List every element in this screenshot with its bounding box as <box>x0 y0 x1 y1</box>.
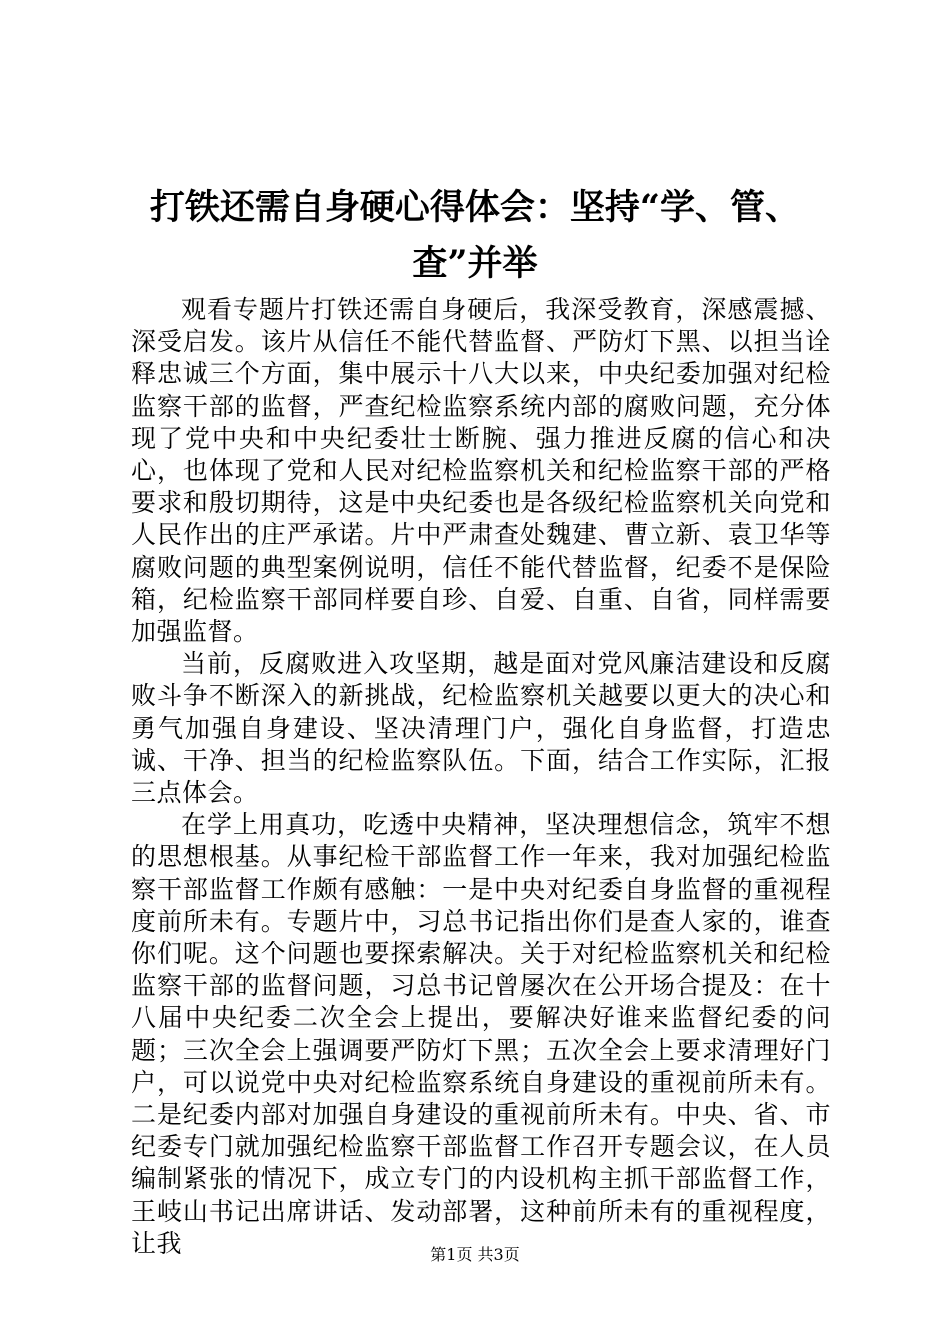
paragraph-1: 观看专题片打铁还需自身硬后，我深受教育，深感震撼、深受启发。该片从信任不能代替监督、严防灯下黑、以担当诠释忠诚三个方面，集中展示十八大以来，中央纪委加强对纪检监察干部的监督，严查纪检监察系统内部的腐败问题，充分体现了党中央和中央纪委壮士断腕、强力推进反腐的信心和决心，也体现了党和人民对纪检监察机关和纪检监察干部的严格要求和殷切期待，这是中央纪委也是各级纪检监察机关向党和人民作出的庄严承诺。片中严肃查处魏建、曹立新、袁卫华等腐败问题的典型案例说明，信任不能代替监督，纪委不是保险箱，纪检监察干部同样要自珍、自爱、自重、自省，同样需要加强监督。 <box>131 295 831 647</box>
paragraph-2: 当前，反腐败进入攻坚期，越是面对党风廉洁建设和反腐败斗争不断深入的新挑战，纪检监察机关越要以更大的决心和勇气加强自身建设、坚决清理门户，强化自身监督，打造忠诚、干净、担当的纪检监察队伍。下面，结合工作实际，汇报三点体会。 <box>131 649 831 808</box>
document-body <box>131 294 831 1260</box>
page-footer: 第1页 共3页 <box>430 1245 520 1264</box>
paragraph-3: 在学上用真功，吃透中央精神，坚决理想信念，筑牢不想的思想根基。从事纪检干部监督工作一年来，我对加强纪检监察干部监督工作颇有感触：一是中央对纪委自身监督的重视程度前所未有。专题片中，习总书记指出你们是查人家的，谁查你们呢。这个问题也要探索解决。关于对纪检监察机关和纪检监察干部的监督问题，习总书记曾屡次在公开场合提及：在十八届中央纪委二次全会上提出，要解决好谁来监督纪委的问题；三次全会上强调要严防灯下黑；五次全会上要求清理好门户，可以说党中央对纪检监察系统自身建设的重视前所未有。二是纪委内部对加强自身建设的重视前所未有。中央、省、市纪委专门就加强纪检监察干部监督工作召开专题会议，在人员编制紧张的情况下，成立专门的内设机构主抓干部监督工作，王岐山书记出席讲话、发动部署，这种前所未有的重视程度，让我 <box>131 810 831 1258</box>
document-title: 打铁还需自身硬心得体会：坚持“学、管、查”并举 <box>149 187 801 284</box>
